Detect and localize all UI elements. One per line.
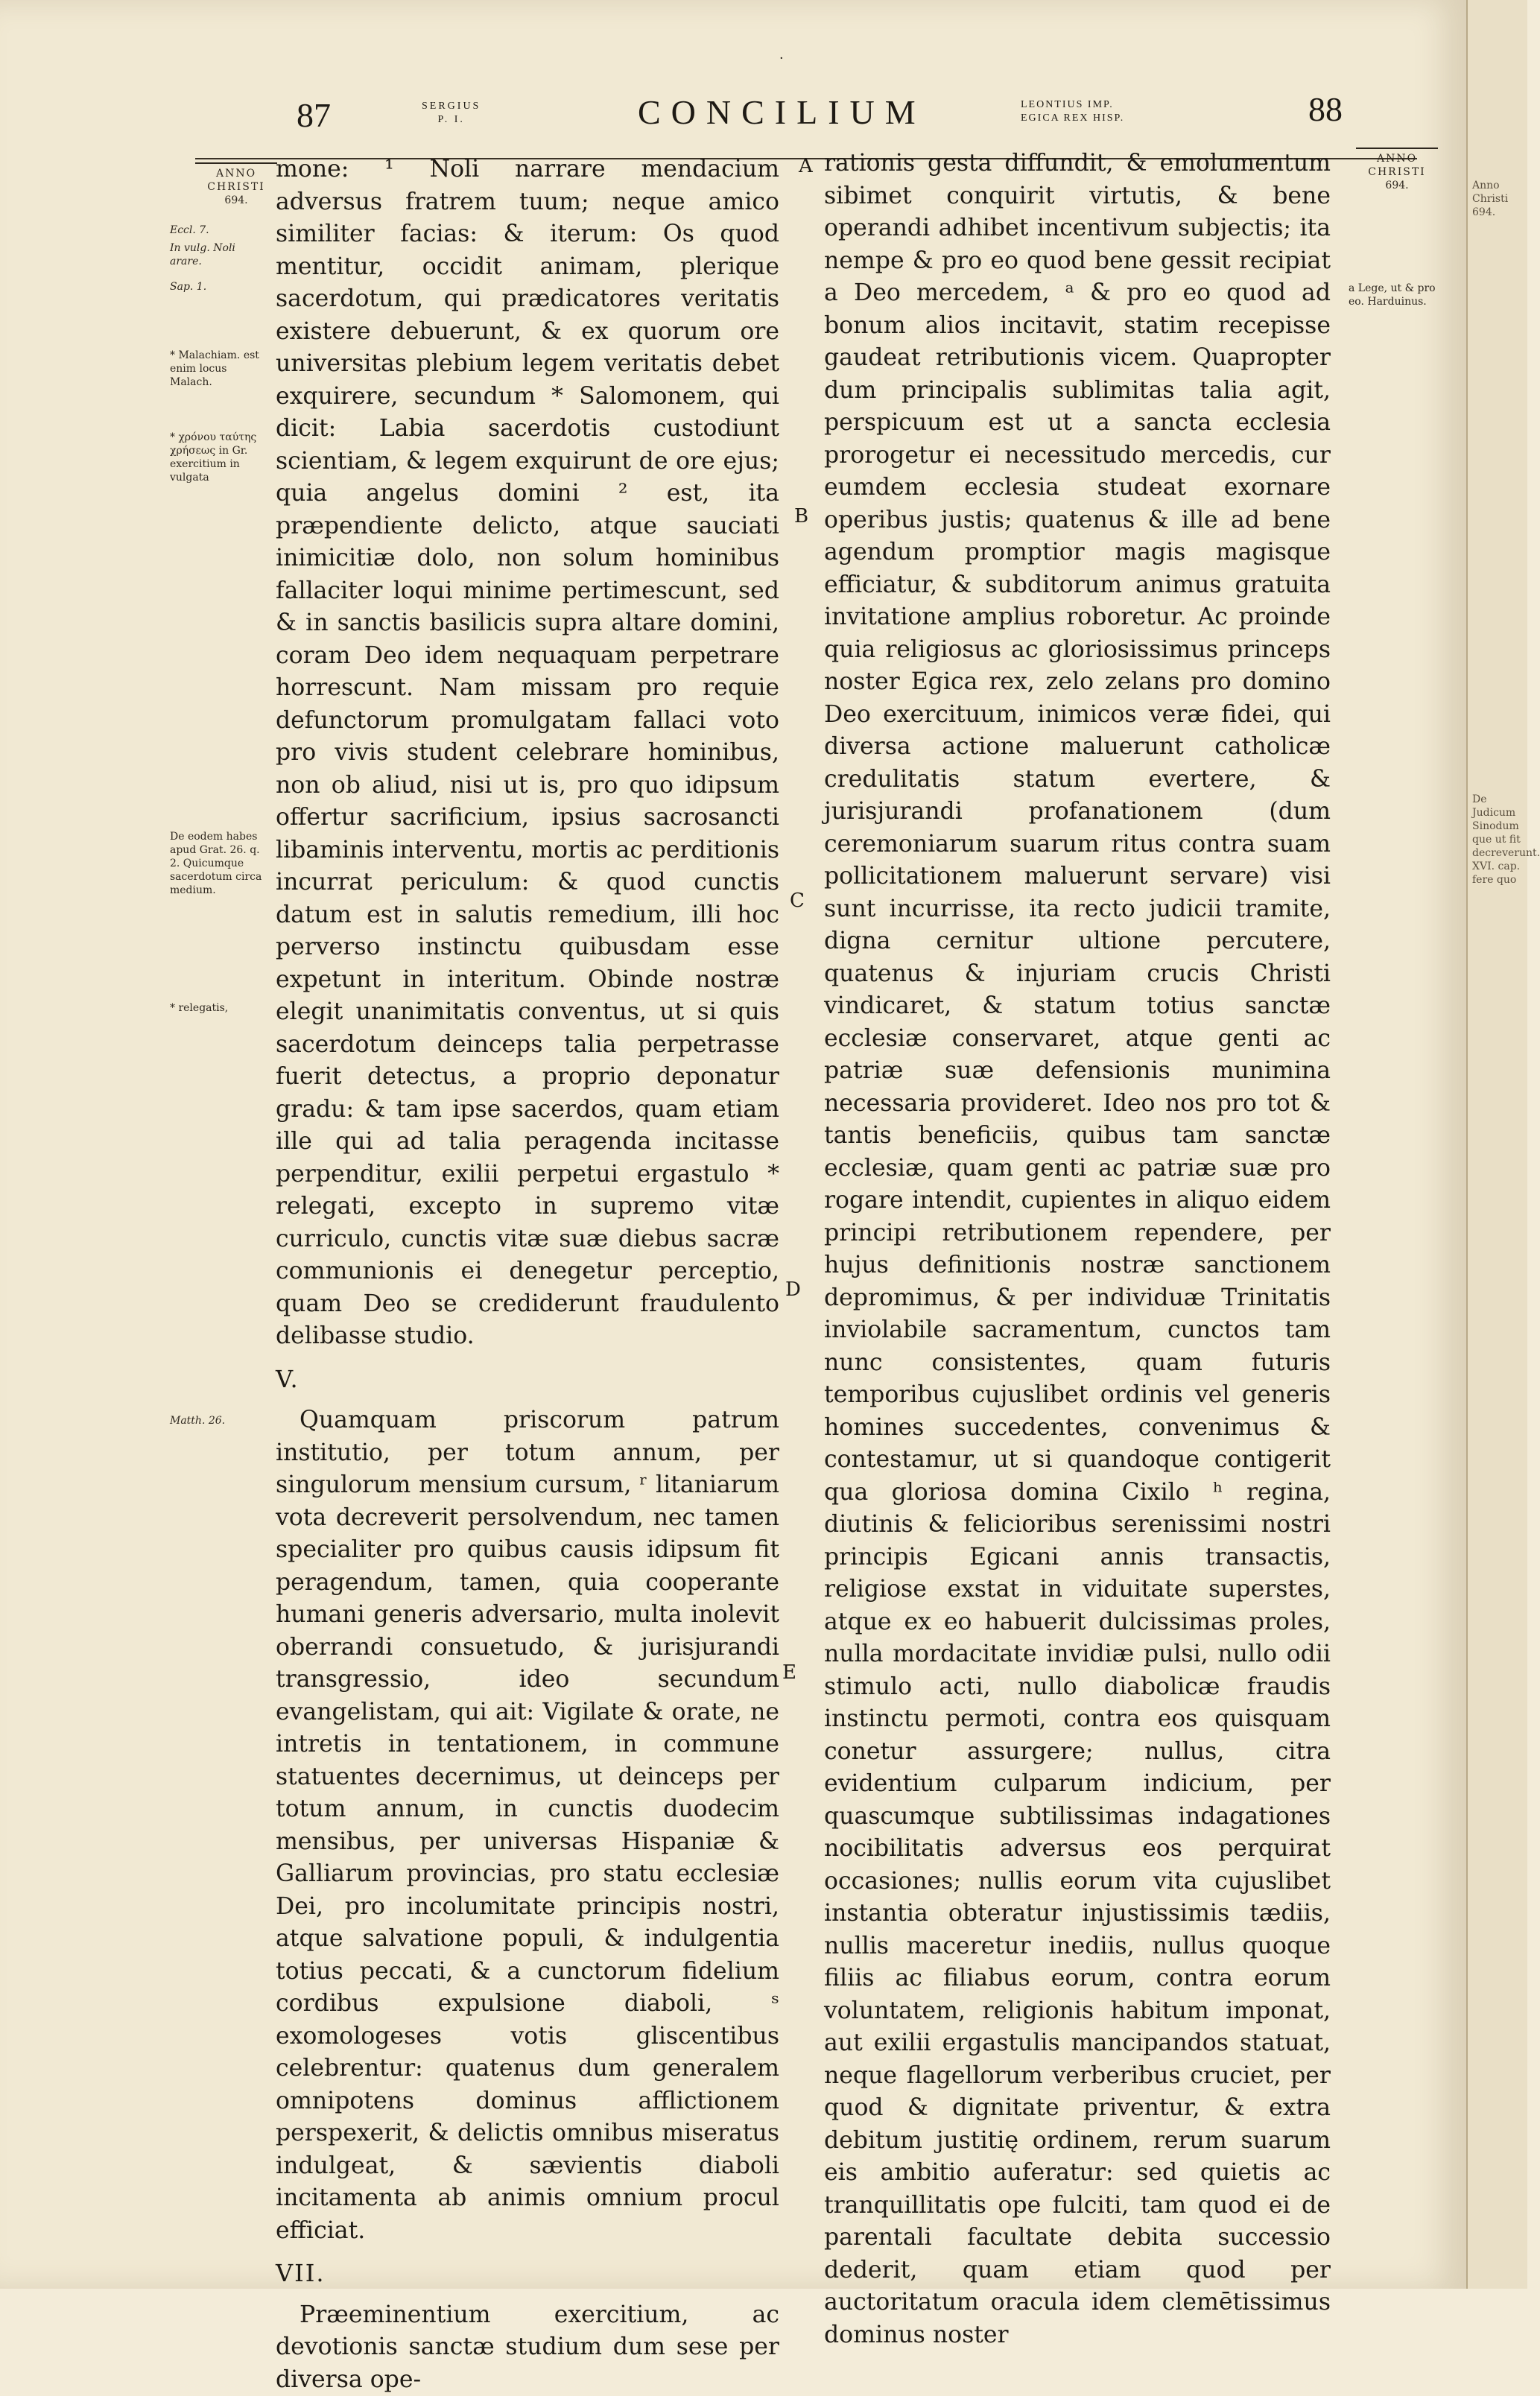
- margin-anno-left-3: 694.: [195, 194, 277, 207]
- margin-note-sap: Sap. 1.: [170, 280, 267, 294]
- margin-note-relegatis: * relegatis,: [170, 1001, 267, 1015]
- running-head-left-top: SERGIUS: [422, 100, 481, 113]
- margin-anno-right-3: 694.: [1356, 179, 1438, 192]
- left-text-column: [276, 153, 779, 2396]
- section-letter-d: D: [785, 1278, 801, 1301]
- section-heading-v: V.: [276, 1363, 779, 1396]
- page-dot: ·: [779, 51, 784, 66]
- left-paragraph-3: Præeminentium exercitium, ac devotionis sanctæ studium dum sese per diversa ope-: [276, 2299, 779, 2396]
- running-head-right-top: LEONTIUS IMP.: [1021, 98, 1124, 112]
- section-letter-a: A: [799, 155, 813, 177]
- left-paragraph-2: Quamquam priscorum patrum institutio, per totum annum, per singulorum mensium cursum, ʳ litaniarum vota decreverit persolvendum, nec tamen specialiter pro quibus causis idipsum fit peragendum, tamen, quia cooperante humani generis adversario, multa inolevit oberrandi consuetudo, & jurisjurandi transgressio, ideo secundum evangelistam, qui ait: Vigilate & orate, ne intretis in tentationem, in commune statuentes decernimus, ut deinceps per totum annum, in cunctis duodecim mensibus, per universas Hispaniæ & Galliarum provincias, pro statu ecclesiæ Dei, pro incolumitate principis nostri, atque salvatione populi, & indulgentia totius peccati, & a cunctorum fidelium cordibus expulsione diaboli, ˢ exomologeses votis gliscentibus celebrentur: quatenus dum generalem omnipotens dominus afflictionem perspexerit, & delictis omnibus miseratus indulgeat, & sævientis diaboli incitamenta ab animis omnium procul efficiat.: [276, 1404, 779, 2247]
- adjacent-page-edge: [1466, 0, 1527, 2289]
- margin-anno-right-1: ANNO: [1356, 152, 1438, 165]
- margin-note-matth: Matth. 26.: [170, 1414, 267, 1427]
- section-heading-vii: VII.: [276, 2257, 779, 2290]
- right-paragraph-1: rationis gesta diffundit, & emolumentum sibimet conquirit virtutis, & bene operandi adhibet incentivum subjectis; ita nempe & pro eo quod bene gessit recipiat a Deo mercedem, ᵃ & pro eo quod ad bonum alios incitavit, statim recepisse gaudeat retributionis vicem. Quapropter dum principalis sublimitas talia agit, perspicuum est ut a sancta ecclesia prorogetur ei necessitudo mercedis, cur eumdem ecclesia studeat exornare operibus justis; quatenus & ille ad bene agendum promptior magis magisque efficiatur, & subditorum animus gratuita invitatione amplius roboretur. Ac proinde quia religiosus ac gloriosissimus princeps noster Egica rex, zelo zelans pro domino Deo exercituum, inimicos veræ fidei, qui diversa actione maluerunt catholicæ credulitatis statum evertere, & jurisjurandi profanationem (dum ceremoniarum suarum ritus contra suam pollicitationem maluerunt servare) visi sunt incurrisse, ita recto judicii tramite, digna cernitur ultione percutere, quatenus & injuriam crucis Christi vindicaret, & statum totius sanctæ ecclesiæ conservaret, atque genti ac patriæ suæ defensionis munimina necessaria provideret. Ideo nos pro tot & tantis beneficiis, quibus tam sanctæ ecclesiæ, quam genti ac patriæ suæ pro rogare intendit, cupientes in aliquo eidem principi retributionem rependere, per hujus definitionis nostræ sanctionem depromimus, & per individuæ Trinitatis inviolabile sacramentum, cunctos tam nunc consistentes, quam futuris temporibus cujuslibet ordinis vel generis homines succedentes, convenimus & contestamur, ut si quandoque contigerit qua gloriosa domina Cixilo ʰ regina, diutinis & felicioribus serenissimi nostri principis Egicani annis transactis, religiose exstat in viduitate superstes, atque ex eo habuerit dulcissimas proles, nulla mordacitate invidiæ pulsi, nullo odii stimulo acti, nullo diabolicæ fraudis instinctu permoti, contra eos quisquam conetur assurgere; nullus, citra evidentium culparum indicium, per quascumque subtilissimas indagationes nocibilitatis adversus eos perquirat occasiones; nullis eorum vita cujuslibet instantia obteratur injustissimis tædiis, nullis maceretur inediis, nullus quoque filiis ac filiabus eorum, contra eorum voluntatem, religionis habitum imponat, aut exilii ergastulis mancipandos statuat, neque flagellorum verberibus cruciet, per quod & dignitate priventur, & extra debitum justitię ordinem, rerum suarum eis ambitio auferatur: sed quietis ac tranquillitatis ope fulciti, tam quod ei de parentali facultate debita successio dederit, quam etiam quod per auctoritatum oracula idem clemētissimus dominus noster: [824, 148, 1331, 2351]
- running-head-left-bottom: P. I.: [422, 113, 481, 127]
- margin-anno-right: [1356, 148, 1438, 192]
- running-head-right: [1021, 98, 1124, 125]
- margin-note-harduinus: a Lege, ut & pro eo. Harduinus.: [1349, 282, 1445, 308]
- running-head-left: [422, 100, 481, 127]
- page-title: CONCILIUM: [638, 92, 926, 132]
- adjacent-page-note: De Judicum Sinodum que ut fit decreverunt. XVI. cap. fere quo: [1472, 793, 1524, 887]
- margin-anno-left-2: CHRISTI: [195, 180, 277, 194]
- margin-note-eccl: Eccl. 7.: [170, 224, 267, 237]
- left-paragraph-1: mone: ¹ Noli narrare mendacium adversus fratrem tuum; neque amico similiter facias: & iterum: Os quod mentitur, occidit animam, plerique sacerdotum, qui prædicatores veritatis existere debuerunt, & ex quorum ore universitas plebium legem veritatis debet exquirere, secundum * Salomonem, qui dicit: Labia sacerdotis custodiunt scientiam, & legem exquirunt de ore ejus; quia angelus domini ² est, ita præpendiente delicto, atque sauciati inimicitiæ dolo, non solum hominibus fallaciter loqui minime pertimescunt, sed & in sanctis basilicis supra altare domini, coram Deo idem nequaquam perpetrare horrescunt. Nam missam pro requie defunctorum promulgatam fallaci voto pro vivis student celebrare hominibus, non ob aliud, nisi ut is, pro quo idipsum offertur sacrificium, ipsius sacrosancti libaminis interventu, mortis ac perditionis incurrat periculum: & quod cunctis datum est in salutis remedium, illi hoc perverso instinctu quibusdam esse expetunt in interitum. Obinde nostræ elegit unanimitatis conventus, ut si quis sacerdotum deinceps talia perpetrasse fuerit detectus, a proprio deponatur gradu: & tam ipse sacerdos, quam etiam ille qui ad talia peragenda incitasse perpenditur, exilii perpetui ergastulo * relegati, excepto in supremo vitæ curriculo, cunctis vitæ suæ diebus sacræ communionis ei denegetur perceptio, quam Deo se crediderunt fraudulento delibasse studio.: [276, 153, 779, 1353]
- margin-anno-left: [195, 162, 277, 207]
- margin-note-malachi: * Malachiam. est enim locus Malach.: [170, 349, 267, 389]
- adjacent-page-anno: Anno Christi 694.: [1472, 179, 1524, 219]
- section-letter-c: C: [790, 890, 805, 912]
- section-letter-e: E: [782, 1661, 796, 1684]
- margin-note-gratian: De eodem habes apud Grat. 26. q. 2. Quicumque sacerdotum circa medium.: [170, 830, 267, 897]
- right-text-column: [824, 148, 1331, 2351]
- page-number-left: 87: [297, 95, 331, 135]
- margin-note-vulg: In vulg. Noli arare.: [170, 241, 267, 268]
- running-head-right-bottom: EGICA REX HISP.: [1021, 112, 1124, 125]
- margin-anno-left-1: ANNO: [195, 167, 277, 180]
- margin-note-greek: * χρόνου ταύτης χρήσεως in Gr. exercitium in vulgata: [170, 431, 267, 484]
- section-letter-b: B: [794, 505, 808, 527]
- margin-anno-right-2: CHRISTI: [1356, 165, 1438, 179]
- page-number-right: 88: [1308, 89, 1343, 129]
